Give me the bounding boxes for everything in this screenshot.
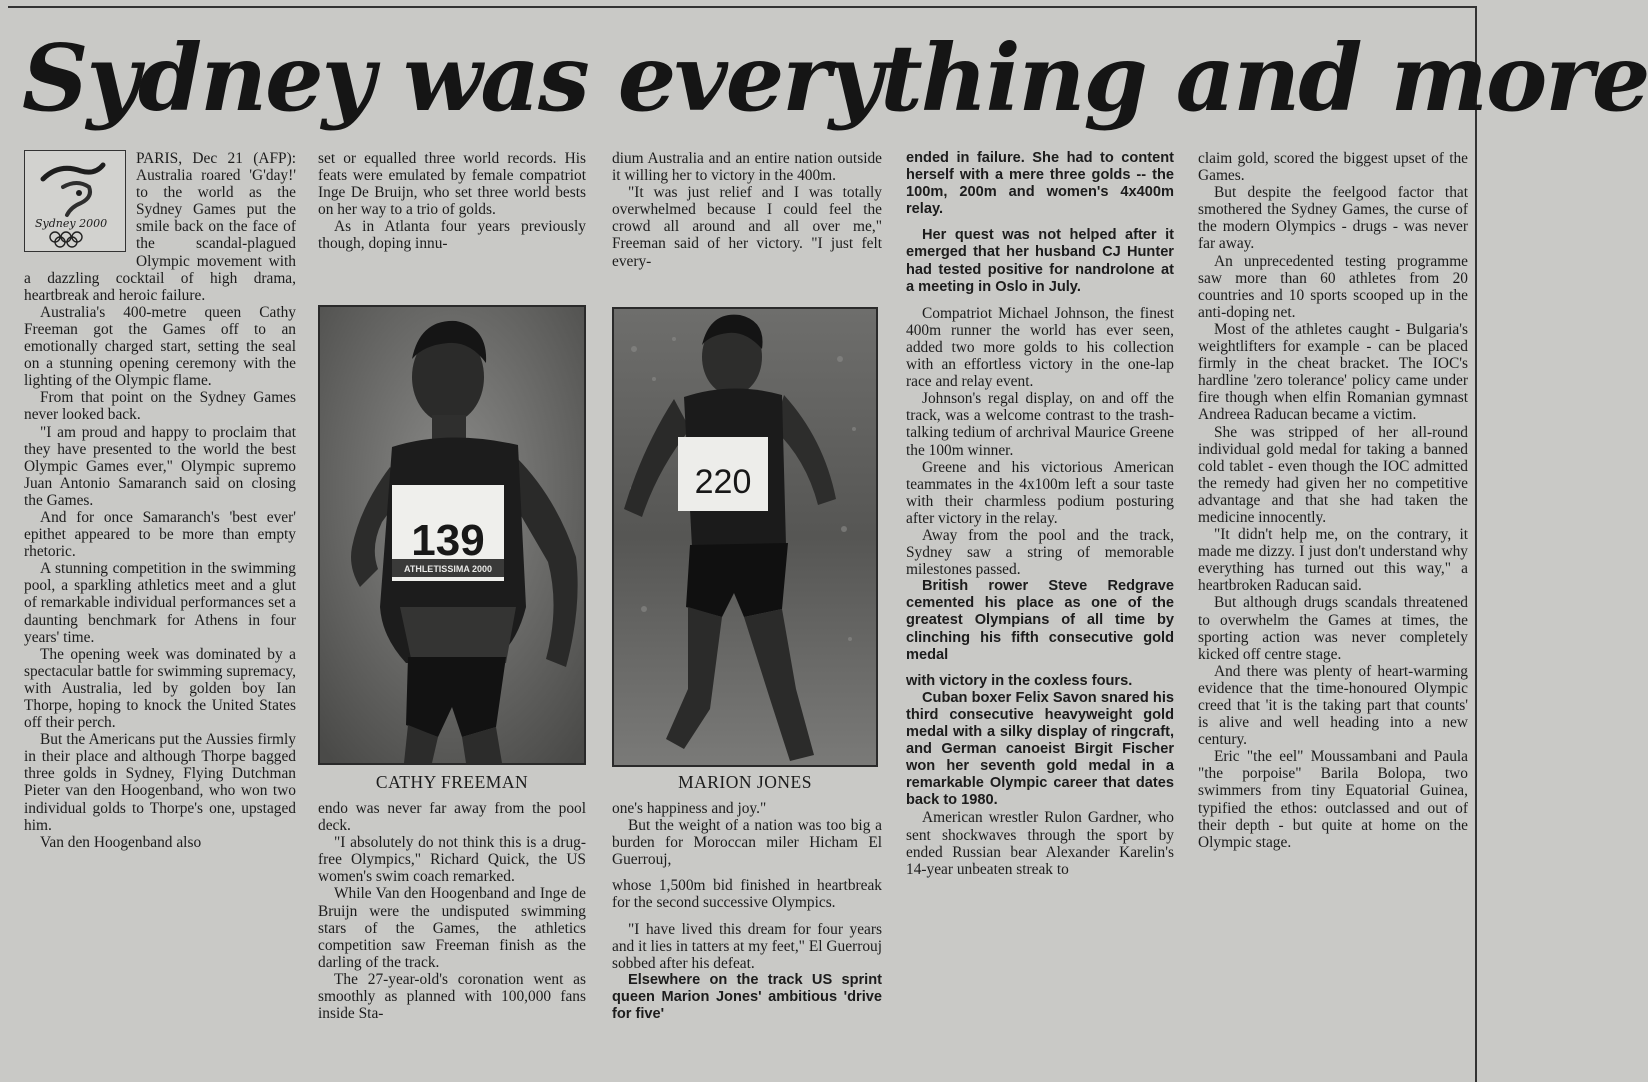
right-rule	[1475, 6, 1477, 1082]
paragraph: endo was never far away from the pool deck.	[318, 800, 586, 835]
paragraph: American wrestler Rulon Gardner, who sent shockwaves through the sport by ended Russian bear Alexander Karelin's 14-year unbeaten streak to	[906, 809, 1174, 878]
column-2-top	[318, 150, 586, 290]
logo-text: Sydney 2000	[35, 217, 108, 230]
paragraph: The 27-year-old's coronation went as smoothly as planned with 100,000 fans inside Sta-	[318, 970, 586, 1023]
paragraph: "It didn't help me, on the contrary, it made me dizzy. I just don't understand why everything has turned out this way," a heartbroken Raducan said.	[1198, 526, 1468, 595]
column-3-top	[612, 150, 882, 290]
column-2-bottom	[318, 800, 586, 1065]
paragraph: Elsewhere on the track US sprint queen Marion Jones' ambitious 'drive for five'	[612, 971, 882, 1023]
paragraph: But the weight of a nation was too big a burden for Moroccan miler Hicham El Guerrouj,	[612, 817, 882, 869]
paragraph: "I have lived this dream for four years and it lies in tatters at my feet," El Guerrouj sobbed after his defeat.	[612, 920, 882, 972]
paragraph: "I absolutely do not think this is a drug-free Olympics," Richard Quick, the US women's swim coach remarked.	[318, 834, 586, 886]
column-4	[906, 150, 1174, 1065]
paragraph: whose 1,500m bid finished in heartbreak for the second successive Olympics.	[612, 877, 882, 912]
paragraph: dium Australia and an entire nation outside it willing her to victory in the 400m.	[612, 150, 882, 185]
photo-caption-marion-jones: MARION JONES	[678, 772, 812, 792]
paragraph: But the Americans put the Aussies firmly in their place and although Thorpe bagged three golds in Sydney, Flying Dutchman Pieter van den Hoogenband, who won two individual golds to Thorpe's one, upstaged him.	[24, 731, 296, 834]
paragraph: Her quest was not helped after it emerged that her husband CJ Hunter had tested positive for nandrolone at a meeting in Oslo in July.	[906, 227, 1174, 295]
paragraph: Greene and his victorious American teammates in the 4x100m left a sour taste with their charmless podium posturing after victory in the relay.	[906, 458, 1174, 527]
paragraph: Johnson's regal display, on and off the track, was a welcome contrast to the trash-talking tedium of archrival Maurice Greene the 100m winner.	[906, 390, 1174, 459]
paragraph: Most of the athletes caught - Bulgaria's weightlifters for example - can be placed firmly in the cheat bracket. The IOC's hardline 'zero tolerance' policy came under fire though when elfin Romanian gymnast Andreea Raducan became a victim.	[1198, 320, 1468, 424]
paragraph: But despite the feelgood factor that smothered the Sydney Games, the curse of the modern Olympics - drugs - was never far away.	[1198, 184, 1468, 253]
paragraph: Compatriot Michael Johnson, the finest 400m runner the world has ever seen, added two more golds to his collection with an effortless victory in the one-lap race and relay event.	[906, 304, 1174, 391]
paragraph: with victory in the coxless fours.	[906, 672, 1133, 689]
paragraph: PARIS, Dec 21 (AFP): Australia roared 'G'day!' to the world as the Sydney Games put the smile back on the face of the scandal-plagued Olympic movement with a dazzling cocktail of high drama, heartbreak and heroic failure.	[24, 150, 296, 304]
photo-marion-jones	[612, 307, 878, 767]
column-3-bottom	[612, 800, 882, 1065]
paragraph: From that point on the Sydney Games never looked back.	[24, 389, 296, 424]
photo-cathy-freeman	[318, 305, 586, 765]
paragraph: As in Atlanta four years previously though, doping innu-	[318, 218, 586, 253]
paragraph: "I am proud and happy to proclaim that they have presented to the world the best Olympic Games ever," Olympic supremo Juan Antonio Samaranch said on closing the Games.	[24, 423, 296, 509]
top-rule	[8, 6, 1477, 8]
paragraph: Away from the pool and the track, Sydney saw a string of memorable milestones passed.	[906, 526, 1174, 579]
paragraph: While Van den Hoogenband and Inge de Bruijn were the undisputed swimming stars of the Games, the athletics competition saw Freeman finish as the darling of the track.	[318, 885, 586, 971]
olympic-logo-icon	[33, 157, 117, 245]
column-1	[24, 150, 296, 1065]
paragraph: British rower Steve Redgrave cemented his place as one of the greatest Olympians of all time by clinching his fifth consecutive gold medal	[906, 578, 1174, 663]
sydney-2000-logo	[24, 150, 126, 252]
paragraph: Cuban boxer Felix Savon snared his third consecutive heavyweight gold medal with a silky display of ringcraft, and German canoeist Birgit Fischer won her seventh gold medal in a remarkable Olympic career that dates back to 1980.	[906, 689, 1174, 809]
headline: Sydney was everything and more	[22, 24, 1648, 132]
paragraph: An unprecedented testing programme saw more than 60 athletes from 20 countries and 10 sports scooped up in the anti-doping net.	[1198, 252, 1468, 321]
photo-caption-cathy-freeman: CATHY FREEMAN	[375, 772, 529, 792]
bib-number: 220	[694, 463, 752, 501]
column-5	[1198, 150, 1468, 1065]
paragraph: But although drugs scandals threatened to overwhelm the Games at times, the sporting action was never completely kicked off centre stage.	[1198, 594, 1468, 663]
paragraph: Van den Hoogenband also	[40, 833, 202, 851]
bib-number: 139	[411, 516, 485, 565]
paragraph: The opening week was dominated by a spectacular battle for swimming supremacy, with Australia, led by golden boy Ian Thorpe, hoping to knock the United States off their perch.	[24, 645, 296, 732]
paragraph: She was stripped of her all-round individual gold medal for taking a banned cold tablet - even though the IOC admitted the remedy had given her no competitive advantage and that she had taken the medicine innocently.	[1198, 423, 1468, 526]
paragraph: "It was just relief and I was totally overwhelmed because I could feel the crowd all around and all over me," Freeman said of her victory. "I just felt every-	[612, 184, 882, 270]
paragraph: And there was plenty of heart-warming evidence that the time-honoured Olympic creed that 'it is the taking part that counts' is alive and well heading into a new century.	[1198, 662, 1468, 749]
paragraph: ended in failure. She had to content herself with a mere three golds -- the 100m, 200m and women's 4x400m relay.	[906, 150, 1174, 218]
paragraph: Australia's 400-metre queen Cathy Freeman got the Games off to an emotionally charged start, setting the seal on a stunning opening ceremony with the lighting of the Olympic flame.	[24, 303, 296, 390]
paragraph: Eric "the eel" Moussambani and Paula "the porpoise" Barila Bolopa, two swimmers from tiny Equatorial Guinea, typified the ethos: outclassed and out of their depth - but quite at home on the Olympic stage.	[1198, 748, 1468, 851]
paragraph: claim gold, scored the biggest upset of the Games.	[1198, 150, 1468, 185]
paragraph: one's happiness and joy."	[612, 800, 767, 817]
paragraph: set or equalled three world records. His feats were emulated by female compatriot Inge De Bruijn, who set three world bests on her way to a trio of golds.	[318, 150, 586, 219]
paragraph: And for once Samaranch's 'best ever' epithet appeared to be more than empty rhetoric.	[24, 508, 296, 561]
bib-band-text: ATHLETISSIMA 2000	[403, 564, 493, 574]
paragraph: A stunning competition in the swimming pool, a sparkling athletics meet and a glut of remarkable individual performances set a daunting benchmark for Athens in four years' time.	[24, 560, 296, 646]
